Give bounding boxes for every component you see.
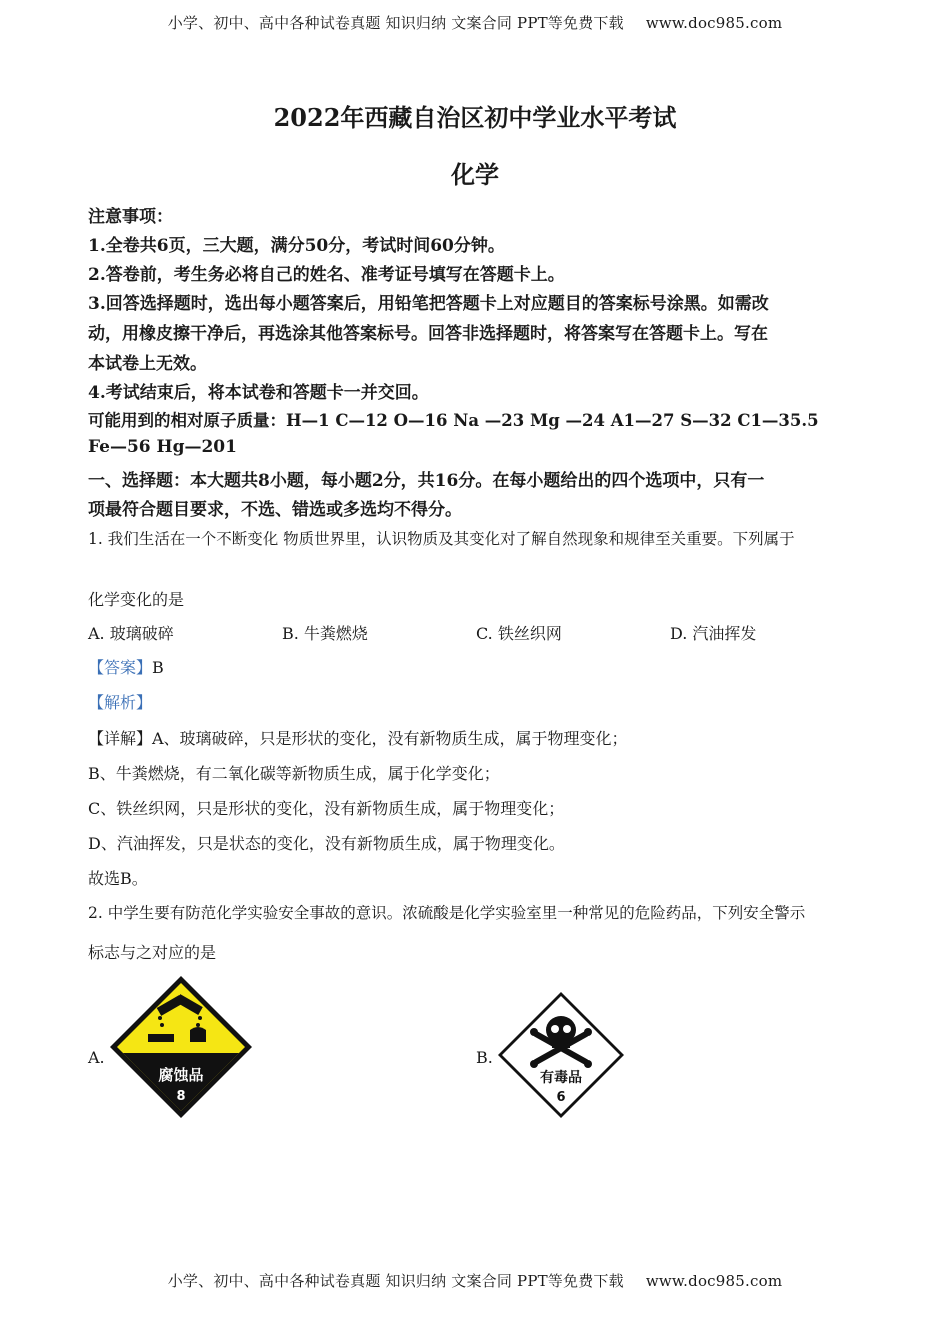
note-3-line-1: 3.回答选择题时，选出每小题答案后，用铅笔把答题卡上对应题目的答案标号涂黑。如需改: [88, 294, 769, 314]
q1-detail-2: B、牛粪燃烧，有二氧化碳等新物质生成，属于化学变化；: [88, 764, 500, 783]
q2-option-b-label: B.: [476, 1048, 493, 1067]
section-1-heading-line-1: 一、选择题：本大题共8小题，每小题2分，共16分。在每小题给出的四个选项中，只有一: [88, 471, 765, 491]
toxic-sign-number: 6: [556, 1090, 566, 1105]
q2-stem-line-2: 标志与之对应的是: [88, 943, 217, 962]
toxic-sign: [496, 990, 626, 1120]
corrosive-sign: [108, 974, 254, 1120]
corrosive-sign-label: 腐蚀品: [158, 1066, 204, 1084]
answer-tag: 【答案】: [88, 658, 153, 677]
q2-stem-line-1: 2. 中学生要有防范化学实验安全事故的意识。浓硫酸是化学实验室里一种常见的危险药品，下列安全警示: [88, 904, 806, 922]
header-text: 小学、初中、高中各种试卷真题 知识归纳 文案合同 PPT等免费下载: [167, 14, 624, 32]
subject-title: 化学: [451, 160, 499, 189]
q1-detail-3: C、铁丝织网，只是形状的变化，没有新物质生成，属于物理变化；: [88, 799, 565, 818]
note-1: 1.全卷共6页，三大题，满分50分，考试时间60分钟。: [88, 236, 505, 256]
footer-text: 小学、初中、高中各种试卷真题 知识归纳 文案合同 PPT等免费下载: [167, 1272, 624, 1290]
note-4: 4.考试结束后，将本试卷和答题卡一并交回。: [88, 383, 429, 403]
footer-url[interactable]: www.doc985.com: [645, 1272, 783, 1290]
note-3-line-3: 本试卷上无效。: [88, 354, 207, 374]
q1-option-b: B. 牛粪燃烧: [282, 624, 368, 643]
q1-option-a: A. 玻璃破碎: [88, 624, 174, 643]
q1-detail-1: 【详解】A、玻璃破碎，只是形状的变化，没有新物质生成，属于物理变化；: [88, 729, 628, 748]
page-footer: [0, 1270, 950, 1291]
notes-heading: 注意事项：: [88, 207, 173, 227]
note-3-line-2: 动，用橡皮擦干净后，再选涂其他答案标号。回答非选择题时，将答案写在答题卡上。写在: [88, 324, 768, 344]
exam-title: 2022年西藏自治区初中学业水平考试: [273, 103, 677, 132]
toxic-sign-label: 有毒品: [540, 1070, 582, 1086]
q1-detail-4: D、汽油挥发，只是状态的变化，没有新物质生成，属于物理变化。: [88, 834, 565, 853]
q1-conclusion: 故选B。: [88, 869, 148, 888]
page-header: [0, 12, 950, 33]
q1-option-c: C. 铁丝织网: [476, 624, 562, 643]
corrosive-sign-number: 8: [176, 1089, 186, 1104]
note-2: 2.答卷前，考生务必将自己的姓名、准考证号填写在答题卡上。: [88, 265, 565, 285]
q2-option-a-label: A.: [88, 1048, 105, 1067]
q1-stem-line-1: 1. 我们生活在一个不断变化 物质世界里，认识物质及其变化对了解自然现象和规律至关重要。下列属于: [88, 530, 795, 548]
q1-stem-line-2: 化学变化的是: [88, 590, 185, 609]
analysis-tag: 【解析】: [88, 693, 153, 712]
q1-option-d: D. 汽油挥发: [670, 624, 757, 643]
atomic-mass-line-1: 可能用到的相对原子质量：H—1 C—12 O—16 Na —23 Mg —24 A1—27 S—32 C1—35.5: [88, 411, 819, 430]
atomic-mass-line-2: Fe—56 Hg—201: [88, 437, 237, 457]
header-url[interactable]: www.doc985.com: [645, 14, 783, 32]
section-1-heading-line-2: 项最符合题目要求，不选、错选或多选均不得分。: [88, 500, 462, 520]
answer-value: B: [152, 658, 164, 677]
q1-answer: [88, 655, 164, 678]
